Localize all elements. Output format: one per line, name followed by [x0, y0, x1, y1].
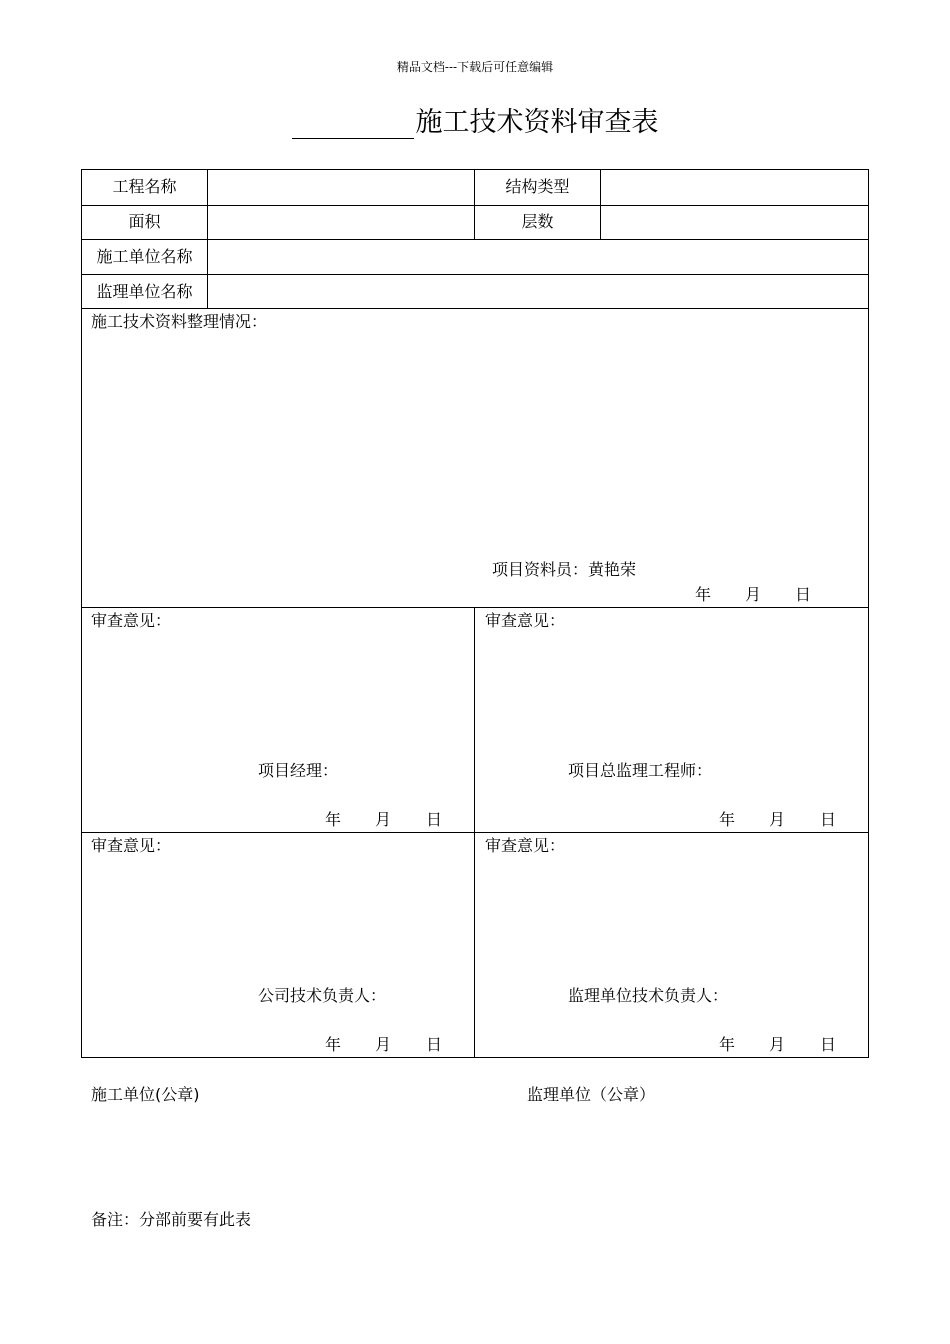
title-text: 施工技术资料审查表 — [415, 107, 659, 138]
review-opinion-label: 审查意见： — [91, 836, 172, 855]
page-title — [0, 100, 950, 139]
date-day: 日 — [426, 1035, 443, 1054]
table-rule — [81, 205, 869, 206]
floors-label: 层数 — [521, 212, 554, 231]
date-month: 月 — [769, 1035, 786, 1054]
area-label: 面积 — [128, 212, 161, 231]
table-border-top — [81, 169, 869, 170]
construction-unit-label: 施工单位名称 — [96, 247, 193, 266]
company-tech-lead-label: 公司技术负责人： — [258, 986, 387, 1005]
date-month: 月 — [769, 810, 786, 829]
table-rule — [207, 169, 208, 309]
structure-type-label: 结构类型 — [505, 177, 570, 196]
review-opinion-label: 审查意见： — [485, 611, 566, 630]
table-border-right — [868, 169, 869, 1058]
supervision-unit-label: 监理单位名称 — [96, 282, 193, 301]
table-rule — [81, 274, 869, 275]
date-month: 月 — [375, 810, 392, 829]
table-rule — [81, 832, 869, 833]
header-note: 精品文档---下载后可任意编辑 — [396, 60, 554, 74]
table-rule — [474, 607, 475, 1058]
data-clerk-label: 项目资料员：黄艳荣 — [492, 560, 637, 579]
chief-supervisor-label: 项目总监理工程师： — [568, 761, 713, 780]
project-name-label: 工程名称 — [112, 177, 177, 196]
date-day: 日 — [795, 585, 812, 604]
date-day: 日 — [820, 1035, 837, 1054]
table-rule — [600, 169, 601, 240]
date-day: 日 — [426, 810, 443, 829]
review-opinion-label: 审查意见： — [91, 611, 172, 630]
date-year: 年 — [695, 585, 712, 604]
date-year: 年 — [325, 1035, 342, 1054]
table-rule — [81, 308, 869, 309]
table-rule — [81, 607, 869, 608]
date-year: 年 — [325, 810, 342, 829]
title-blank-line — [292, 108, 414, 139]
supervision-tech-lead-label: 监理单位技术负责人： — [568, 986, 729, 1005]
project-manager-label: 项目经理： — [258, 761, 339, 780]
date-year: 年 — [719, 810, 736, 829]
review-opinion-label: 审查意见： — [485, 836, 566, 855]
date-day: 日 — [820, 810, 837, 829]
tech-data-label: 施工技术资料整理情况： — [91, 312, 268, 331]
construction-seal-label: 施工单位(公章) — [91, 1085, 200, 1104]
date-month: 月 — [745, 585, 762, 604]
supervision-seal-label: 监理单位（公章） — [527, 1085, 656, 1104]
date-month: 月 — [375, 1035, 392, 1054]
date-year: 年 — [719, 1035, 736, 1054]
footer-note: 备注：分部前要有此表 — [91, 1210, 252, 1229]
table-border-bottom — [81, 1057, 869, 1058]
table-rule — [81, 239, 869, 240]
table-border-left — [81, 169, 82, 1058]
